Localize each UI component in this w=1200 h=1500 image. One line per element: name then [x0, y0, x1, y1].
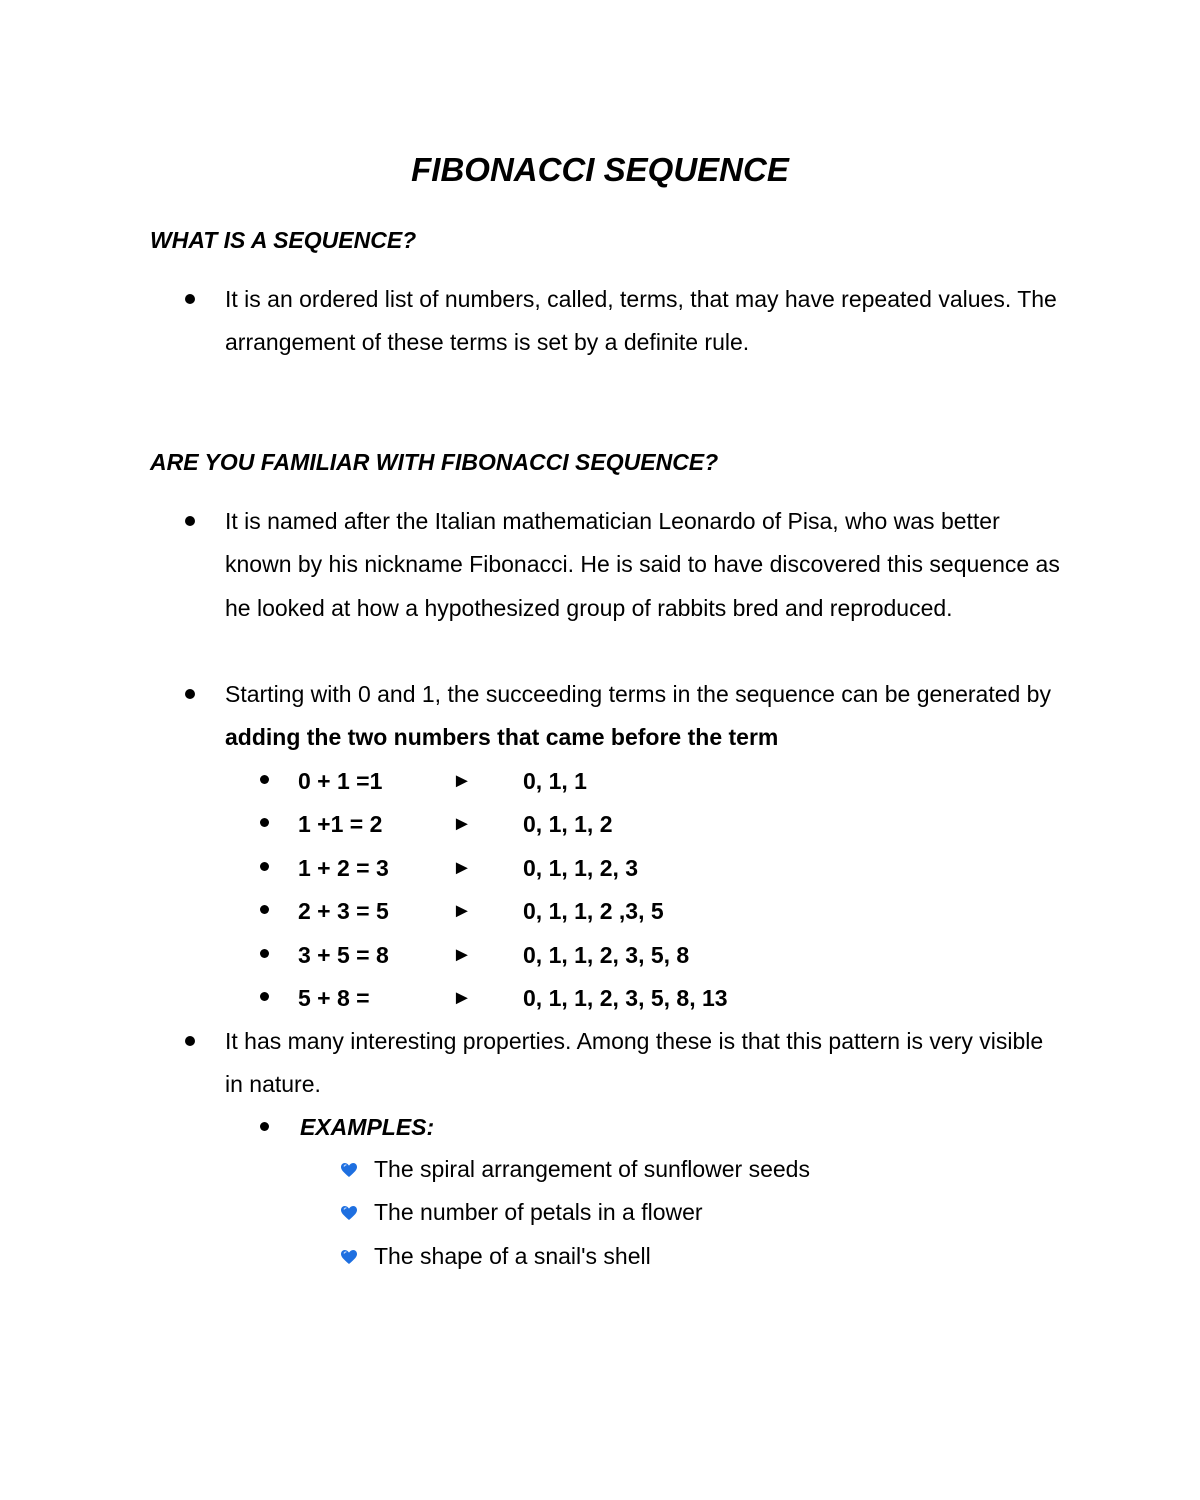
section-heading-what-is-sequence: WHAT IS A SEQUENCE?	[150, 227, 417, 253]
arrow-right-icon: ►	[452, 770, 472, 792]
calculation-sequence: 0, 1, 1, 2, 3	[523, 854, 639, 881]
example-text: The shape of a snail's shell	[374, 1242, 651, 1269]
bullet-icon	[185, 689, 195, 699]
arrow-right-icon: ►	[452, 943, 472, 966]
calculation-row	[0, 847, 1200, 890]
bullet-icon	[260, 1122, 269, 1131]
calculation-equation: 2 + 3 = 5	[298, 898, 389, 925]
calculation-equation: 3 + 5 = 8	[298, 941, 389, 968]
example-item	[0, 1191, 1200, 1234]
calculation-sequence: 0, 1, 1	[523, 768, 587, 794]
bullet-icon	[185, 516, 195, 526]
arrow-right-icon: ►	[452, 856, 472, 879]
arrow-right-icon: ►	[452, 813, 472, 836]
example-item	[0, 1148, 1200, 1191]
properties-paragraph: It has many interesting properties. Among these is that this pattern is very visible in nature.	[225, 1028, 1044, 1098]
heart-bullet-icon	[340, 1162, 358, 1178]
calculation-sequence: 0, 1, 1, 2, 3, 5, 8, 13	[523, 985, 728, 1011]
definition-paragraph: It is an ordered list of numbers, called, terms, that may have repeated values. The arrangement of these terms is set by a definite rule.	[225, 286, 1057, 356]
rule-emphasis: adding the two numbers that came before the term	[225, 724, 779, 751]
calculation-equation: 0 + 1 =1	[298, 768, 383, 794]
calculation-equation: 5 + 8 =	[298, 985, 370, 1011]
bullet-icon	[185, 294, 195, 304]
history-paragraph: It is named after the Italian mathematician Leonardo of Pisa, who was better known by his nickname Fibonacci. He is said to have discovered this sequence as he looked at how a hypothesized group of rabbits bred and reproduced.	[225, 508, 1060, 621]
bullet-icon	[185, 1036, 195, 1046]
calculation-sequence: 0, 1, 1, 2	[523, 811, 613, 838]
calculation-sequence: 0, 1, 1, 2, 3, 5, 8	[523, 941, 690, 968]
bullet-icon	[260, 818, 269, 827]
bullet-icon	[260, 992, 269, 1001]
section-heading-fibonacci: ARE YOU FAMILIAR WITH FIBONACCI SEQUENCE?	[150, 449, 719, 475]
example-item	[0, 1235, 1200, 1278]
examples-label: EXAMPLES:	[300, 1114, 435, 1140]
bullet-icon	[260, 862, 269, 871]
arrow-right-icon: ►	[452, 987, 472, 1009]
example-text: The number of petals in a flower	[374, 1199, 703, 1226]
calculation-row	[0, 760, 1200, 803]
page-title: FIBONACCI SEQUENCE	[411, 151, 789, 188]
heart-bullet-icon	[340, 1205, 358, 1221]
arrow-right-icon: ►	[452, 900, 472, 923]
example-text: The spiral arrangement of sunflower seeds	[374, 1156, 810, 1182]
calculation-sequence: 0, 1, 1, 2 ,3, 5	[523, 898, 664, 925]
rule-paragraph	[225, 673, 1065, 760]
calculation-row	[0, 977, 1200, 1020]
calculation-row	[0, 934, 1200, 977]
bullet-icon	[260, 949, 269, 958]
calculation-row	[0, 803, 1200, 846]
bullet-icon	[260, 905, 269, 914]
calculation-equation: 1 +1 = 2	[298, 811, 383, 838]
calculation-row	[0, 890, 1200, 933]
bullet-icon	[260, 775, 269, 784]
heart-bullet-icon	[340, 1249, 358, 1265]
rule-text: Starting with 0 and 1, the succeeding terms in the sequence can be generated by	[225, 681, 1051, 707]
calculation-equation: 1 + 2 = 3	[298, 854, 389, 881]
